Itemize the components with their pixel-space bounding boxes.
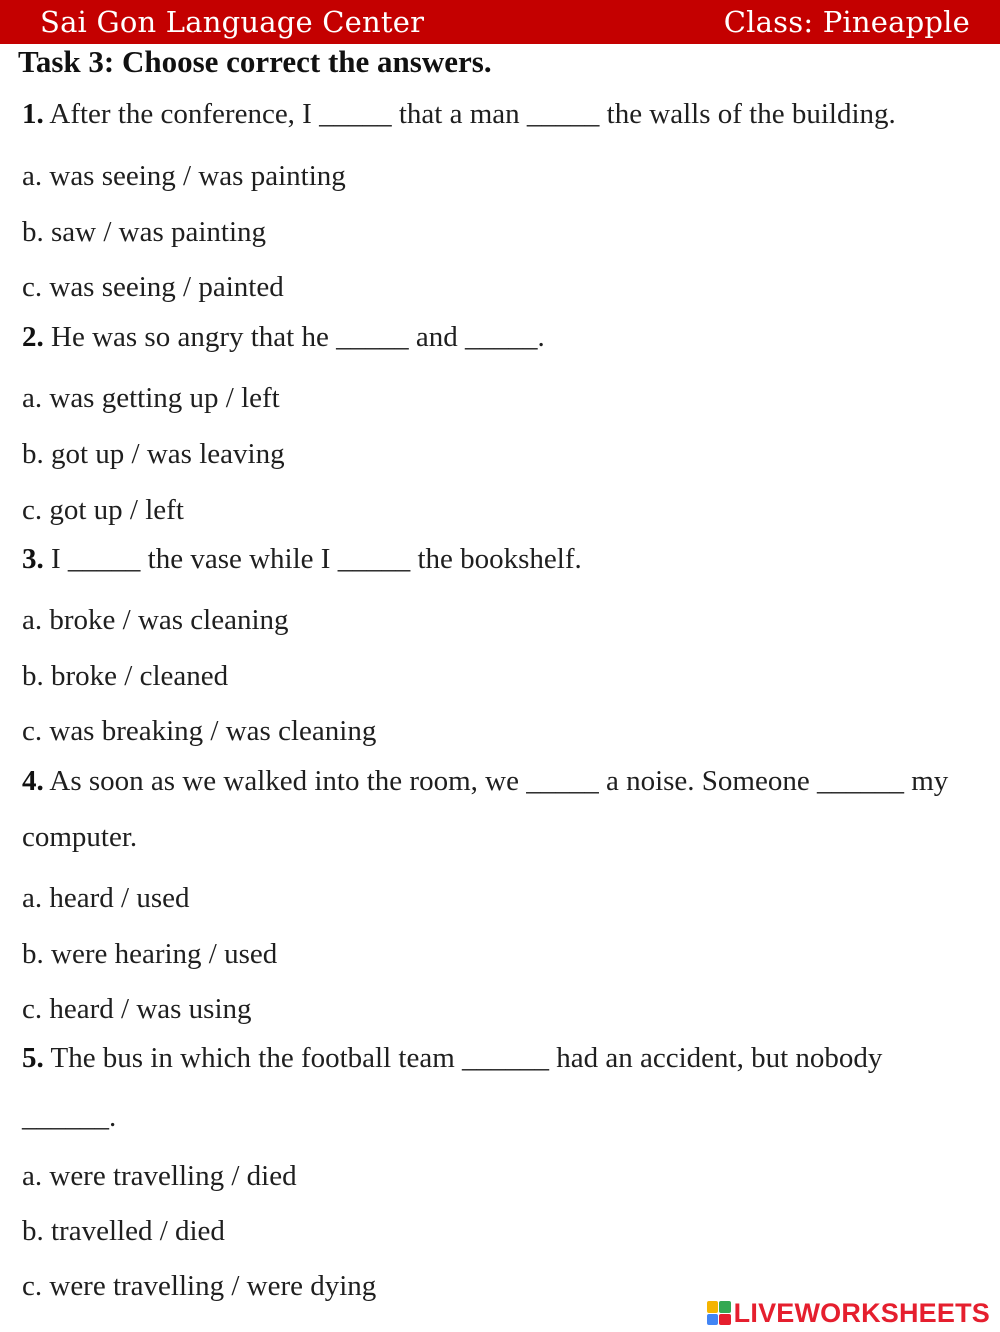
question-number: 1. [22, 98, 44, 130]
question-4 [22, 763, 948, 799]
question-5-continuation: ______. [22, 1101, 117, 1133]
question-text: After the conference, I _____ that a man _____ the walls of the building. [43, 98, 896, 130]
option-2a[interactable]: a. was getting up / left [22, 382, 280, 414]
question-5 [22, 1040, 882, 1076]
question-2 [22, 319, 545, 355]
question-1 [22, 96, 896, 132]
option-5b[interactable]: b. travelled / died [22, 1215, 225, 1247]
question-number: 4. [22, 765, 44, 797]
option-2c[interactable]: c. got up / left [22, 494, 184, 526]
option-3c[interactable]: c. was breaking / was cleaning [22, 715, 377, 747]
option-4c[interactable]: c. heard / was using [22, 993, 252, 1025]
option-4a[interactable]: a. heard / used [22, 882, 190, 914]
question-text: The bus in which the football team ______ had an accident, but nobody [43, 1042, 883, 1074]
option-5a[interactable]: a. were travelling / died [22, 1160, 297, 1192]
option-1c[interactable]: c. was seeing / painted [22, 271, 284, 303]
logo-text: LIVEWORKSHEETS [733, 1298, 990, 1328]
option-3a[interactable]: a. broke / was cleaning [22, 604, 289, 636]
liveworksheets-grid-icon [707, 1301, 731, 1325]
question-text: He was so angry that he _____ and _____. [43, 321, 545, 353]
header-bar [0, 0, 1000, 44]
center-name: Sai Gon Language Center [40, 5, 425, 39]
option-2b[interactable]: b. got up / was leaving [22, 438, 285, 470]
liveworksheets-logo [707, 1300, 990, 1326]
option-1b[interactable]: b. saw / was painting [22, 216, 267, 248]
option-1a[interactable]: a. was seeing / was painting [22, 160, 346, 192]
option-4b[interactable]: b. were hearing / used [22, 938, 278, 970]
task-title: Task 3: Choose correct the answers. [18, 44, 492, 79]
question-text: As soon as we walked into the room, we _____ a noise. Someone ______ my [43, 765, 949, 797]
question-number: 2. [22, 321, 44, 353]
question-number: 3. [22, 543, 44, 575]
question-text: I _____ the vase while I _____ the bookshelf. [43, 543, 582, 575]
question-4-continuation: computer. [22, 821, 138, 853]
class-label: Class: Pineapple [723, 5, 970, 39]
option-3b[interactable]: b. broke / cleaned [22, 660, 229, 692]
question-number: 5. [22, 1042, 44, 1074]
question-3 [22, 541, 582, 577]
option-5c[interactable]: c. were travelling / were dying [22, 1270, 377, 1302]
